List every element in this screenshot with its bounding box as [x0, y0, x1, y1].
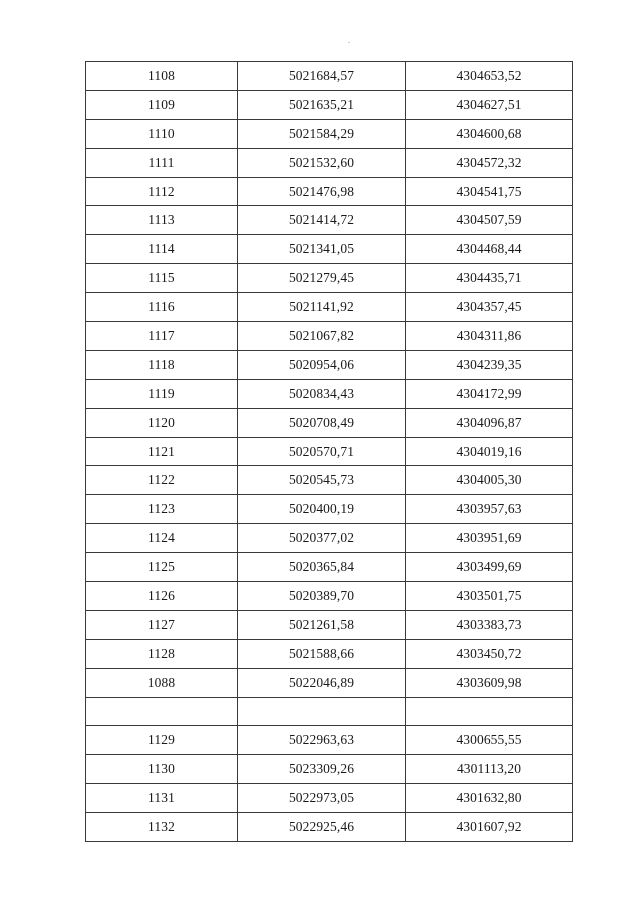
point-number-cell: 1132 — [86, 813, 238, 842]
y-coordinate-cell: 4303609,98 — [406, 668, 573, 697]
x-coordinate-cell: 5020400,19 — [238, 495, 406, 524]
x-coordinate-cell: 5021588,66 — [238, 639, 406, 668]
y-coordinate-cell: 4303501,75 — [406, 582, 573, 611]
x-coordinate-cell: 5020708,49 — [238, 408, 406, 437]
point-number-cell — [86, 697, 238, 726]
point-number-cell: 1130 — [86, 755, 238, 784]
y-coordinate-cell: 4303957,63 — [406, 495, 573, 524]
x-coordinate-cell: 5021476,98 — [238, 177, 406, 206]
coordinates-table — [85, 61, 573, 842]
y-coordinate-cell: 4304172,99 — [406, 379, 573, 408]
point-number-cell: 1117 — [86, 322, 238, 351]
point-number-cell: 1112 — [86, 177, 238, 206]
x-coordinate-cell: 5020570,71 — [238, 437, 406, 466]
x-coordinate-cell: 5021532,60 — [238, 148, 406, 177]
y-coordinate-cell: 4304357,45 — [406, 293, 573, 322]
scan-speck — [348, 42, 350, 43]
x-coordinate-cell: 5021141,92 — [238, 293, 406, 322]
x-coordinate-cell: 5020365,84 — [238, 553, 406, 582]
point-number-cell: 1088 — [86, 668, 238, 697]
point-number-cell: 1110 — [86, 119, 238, 148]
x-coordinate-cell: 5021067,82 — [238, 322, 406, 351]
x-coordinate-cell: 5022046,89 — [238, 668, 406, 697]
point-number-cell: 1121 — [86, 437, 238, 466]
y-coordinate-cell: 4303499,69 — [406, 553, 573, 582]
table-row — [86, 90, 573, 119]
y-coordinate-cell: 4304507,59 — [406, 206, 573, 235]
y-coordinate-cell: 4304019,16 — [406, 437, 573, 466]
table-row — [86, 553, 573, 582]
table-row — [86, 119, 573, 148]
y-coordinate-cell: 4304653,52 — [406, 62, 573, 91]
y-coordinate-cell: 4304239,35 — [406, 350, 573, 379]
y-coordinate-cell: 4304572,32 — [406, 148, 573, 177]
x-coordinate-cell: 5022963,63 — [238, 726, 406, 755]
table-row — [86, 582, 573, 611]
y-coordinate-cell: 4303450,72 — [406, 639, 573, 668]
x-coordinate-cell: 5022925,46 — [238, 813, 406, 842]
table-row — [86, 235, 573, 264]
x-coordinate-cell: 5020389,70 — [238, 582, 406, 611]
point-number-cell: 1120 — [86, 408, 238, 437]
y-coordinate-cell: 4301632,80 — [406, 784, 573, 813]
x-coordinate-cell: 5021584,29 — [238, 119, 406, 148]
table-row — [86, 379, 573, 408]
table-row — [86, 726, 573, 755]
x-coordinate-cell: 5020545,73 — [238, 466, 406, 495]
point-number-cell: 1128 — [86, 639, 238, 668]
y-coordinate-cell: 4304005,30 — [406, 466, 573, 495]
table-row — [86, 755, 573, 784]
point-number-cell: 1116 — [86, 293, 238, 322]
point-number-cell: 1123 — [86, 495, 238, 524]
y-coordinate-cell: 4301607,92 — [406, 813, 573, 842]
y-coordinate-cell: 4301113,20 — [406, 755, 573, 784]
y-coordinate-cell: 4304096,87 — [406, 408, 573, 437]
table-row — [86, 495, 573, 524]
x-coordinate-cell: 5023309,26 — [238, 755, 406, 784]
table-row — [86, 668, 573, 697]
x-coordinate-cell: 5020954,06 — [238, 350, 406, 379]
x-coordinate-cell: 5020834,43 — [238, 379, 406, 408]
y-coordinate-cell: 4304468,44 — [406, 235, 573, 264]
point-number-cell: 1115 — [86, 264, 238, 293]
table-row — [86, 177, 573, 206]
x-coordinate-cell: 5022973,05 — [238, 784, 406, 813]
y-coordinate-cell: 4304311,86 — [406, 322, 573, 351]
table-row — [86, 524, 573, 553]
point-number-cell: 1124 — [86, 524, 238, 553]
table-row — [86, 437, 573, 466]
x-coordinate-cell: 5021635,21 — [238, 90, 406, 119]
table-row — [86, 408, 573, 437]
table-row — [86, 264, 573, 293]
point-number-cell: 1131 — [86, 784, 238, 813]
table-row — [86, 813, 573, 842]
y-coordinate-cell: 4304600,68 — [406, 119, 573, 148]
y-coordinate-cell — [406, 697, 573, 726]
table-row — [86, 322, 573, 351]
x-coordinate-cell: 5021261,58 — [238, 610, 406, 639]
y-coordinate-cell: 4304541,75 — [406, 177, 573, 206]
x-coordinate-cell: 5021414,72 — [238, 206, 406, 235]
point-number-cell: 1119 — [86, 379, 238, 408]
x-coordinate-cell: 5021279,45 — [238, 264, 406, 293]
point-number-cell: 1127 — [86, 610, 238, 639]
point-number-cell: 1126 — [86, 582, 238, 611]
table-row — [86, 206, 573, 235]
coordinates-table-body — [86, 62, 573, 842]
point-number-cell: 1113 — [86, 206, 238, 235]
point-number-cell: 1114 — [86, 235, 238, 264]
y-coordinate-cell: 4303383,73 — [406, 610, 573, 639]
y-coordinate-cell: 4304627,51 — [406, 90, 573, 119]
table-row — [86, 697, 573, 726]
table-row — [86, 639, 573, 668]
table-row — [86, 610, 573, 639]
x-coordinate-cell: 5020377,02 — [238, 524, 406, 553]
point-number-cell: 1129 — [86, 726, 238, 755]
x-coordinate-cell: 5021684,57 — [238, 62, 406, 91]
x-coordinate-cell — [238, 697, 406, 726]
y-coordinate-cell: 4303951,69 — [406, 524, 573, 553]
table-row — [86, 350, 573, 379]
table-row — [86, 293, 573, 322]
table-row — [86, 148, 573, 177]
point-number-cell: 1118 — [86, 350, 238, 379]
y-coordinate-cell: 4304435,71 — [406, 264, 573, 293]
point-number-cell: 1122 — [86, 466, 238, 495]
point-number-cell: 1111 — [86, 148, 238, 177]
table-row — [86, 466, 573, 495]
table-row — [86, 62, 573, 91]
y-coordinate-cell: 4300655,55 — [406, 726, 573, 755]
point-number-cell: 1109 — [86, 90, 238, 119]
x-coordinate-cell: 5021341,05 — [238, 235, 406, 264]
point-number-cell: 1108 — [86, 62, 238, 91]
point-number-cell: 1125 — [86, 553, 238, 582]
table-row — [86, 784, 573, 813]
